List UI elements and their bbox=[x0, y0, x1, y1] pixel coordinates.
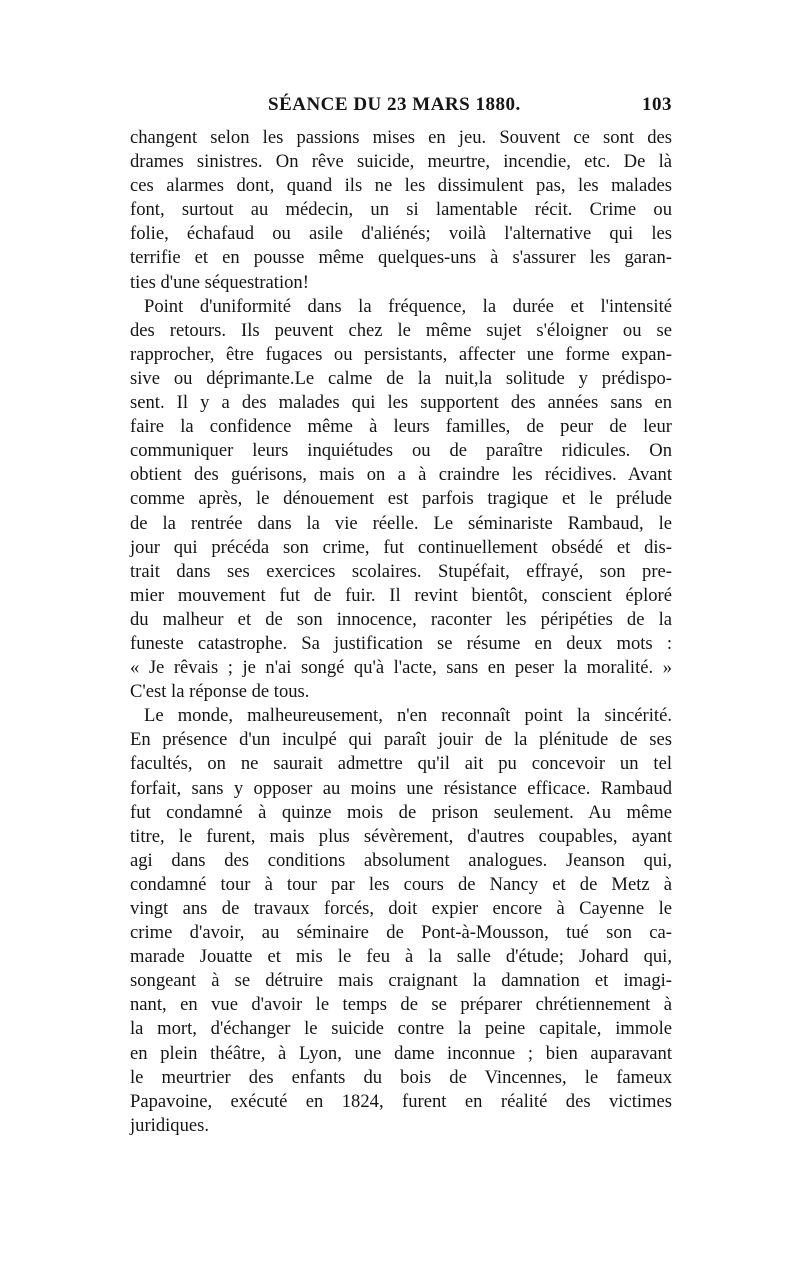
body-text bbox=[130, 126, 672, 1138]
text-line: drames sinistres. On rêve suicide, meurtre, incendie, etc. De là bbox=[130, 151, 672, 173]
text-line: funeste catastrophe. Sa justification se résume en deux mots : bbox=[130, 632, 672, 654]
text-line: fut condamné à quinze mois de prison seulement. Au même bbox=[130, 801, 672, 823]
text-line: trait dans ses exercices scolaires. Stupéfait, effrayé, son pre- bbox=[130, 560, 672, 582]
text-line: terrifie et en pousse même quelques-uns à s'assurer les garan- bbox=[130, 247, 672, 269]
book-page bbox=[130, 94, 672, 1138]
running-title: SÉANCE DU 23 MARS 1880. bbox=[268, 94, 521, 115]
text-line: rapprocher, être fugaces ou persistants, affecter une forme expan- bbox=[130, 343, 672, 365]
text-line: juridiques. bbox=[130, 1114, 210, 1136]
text-line: le meurtrier des enfants du bois de Vincennes, le fameux bbox=[130, 1066, 672, 1088]
text-line: Le monde, malheureusement, n'en reconnaît point la sincérité. bbox=[144, 705, 672, 727]
text-line: C'est la réponse de tous. bbox=[130, 681, 310, 703]
text-line: crime d'avoir, au séminaire de Pont-à-Mousson, tué son ca- bbox=[130, 922, 672, 944]
text-line: du malheur et de son innocence, raconter les péripéties de la bbox=[130, 608, 672, 630]
text-line: font, surtout au médecin, un si lamentable récit. Crime ou bbox=[130, 199, 672, 221]
text-line: condamné tour à tour par les cours de Nancy et de Metz à bbox=[130, 873, 672, 895]
page-number: 103 bbox=[642, 94, 672, 115]
text-line: de la rentrée dans la vie réelle. Le séminariste Rambaud, le bbox=[130, 512, 672, 534]
text-line: agi dans des conditions absolument analogues. Jeanson qui, bbox=[130, 849, 672, 871]
text-line: « Je rêvais ; je n'ai songé qu'à l'acte, sans en peser la moralité. » bbox=[130, 657, 672, 679]
text-line: En présence d'un inculpé qui paraît jouir de la plénitude de ses bbox=[130, 729, 672, 751]
text-line: songeant à se détruire mais craignant la damnation et imagi- bbox=[130, 970, 672, 992]
text-line: comme après, le dénouement est parfois tragique et le prélude bbox=[130, 488, 672, 510]
text-line: ces alarmes dont, quand ils ne les dissimulent pas, les malades bbox=[130, 175, 672, 197]
text-line: jour qui précéda son crime, fut continuellement obsédé et dis- bbox=[130, 536, 672, 558]
text-line: sent. Il y a des malades qui les supportent des années sans en bbox=[130, 392, 672, 414]
text-line: des retours. Ils peuvent chez le même sujet s'éloigner ou se bbox=[130, 319, 672, 341]
text-line: obtient des guérisons, mais on a à craindre les récidives. Avant bbox=[130, 464, 672, 486]
text-line: Papavoine, exécuté en 1824, furent en réalité des victimes bbox=[130, 1090, 672, 1112]
text-line: communiquer leurs inquiétudes ou de paraître ridicules. On bbox=[130, 440, 672, 462]
text-line: changent selon les passions mises en jeu. Souvent ce sont des bbox=[130, 127, 672, 148]
running-header bbox=[130, 94, 672, 124]
text-line: nant, en vue d'avoir le temps de se préparer chrétiennement à bbox=[130, 994, 672, 1016]
text-line: faire la confidence même à leurs familles, de peur de leur bbox=[130, 416, 672, 438]
text-line: Point d'uniformité dans la fréquence, la durée et l'intensité bbox=[144, 295, 672, 317]
text-line: facultés, on ne saurait admettre qu'il ait pu concevoir un tel bbox=[130, 753, 672, 775]
text-line: marade Jouatte et mis le feu à la salle d'étude; Johard qui, bbox=[130, 946, 672, 968]
text-line: ties d'une séquestration! bbox=[130, 271, 309, 293]
text-line: folie, échafaud ou asile d'aliénés; voilà l'alternative qui les bbox=[130, 223, 672, 245]
text-line: sive ou déprimante.Le calme de la nuit,la solitude y prédispo- bbox=[130, 367, 672, 389]
text-line: mier mouvement fut de fuir. Il revint bientôt, conscient éploré bbox=[130, 584, 672, 606]
text-line: la mort, d'échanger le suicide contre la peine capitale, immole bbox=[130, 1018, 672, 1040]
text-line: titre, le furent, mais plus sévèrement, d'autres coupables, ayant bbox=[130, 825, 672, 847]
text-line: vingt ans de travaux forcés, doit expier encore à Cayenne le bbox=[130, 898, 672, 919]
text-line: forfait, sans y opposer au moins une résistance efficace. Rambaud bbox=[130, 777, 672, 799]
text-line: en plein théâtre, à Lyon, une dame inconnue ; bien auparavant bbox=[130, 1042, 672, 1064]
